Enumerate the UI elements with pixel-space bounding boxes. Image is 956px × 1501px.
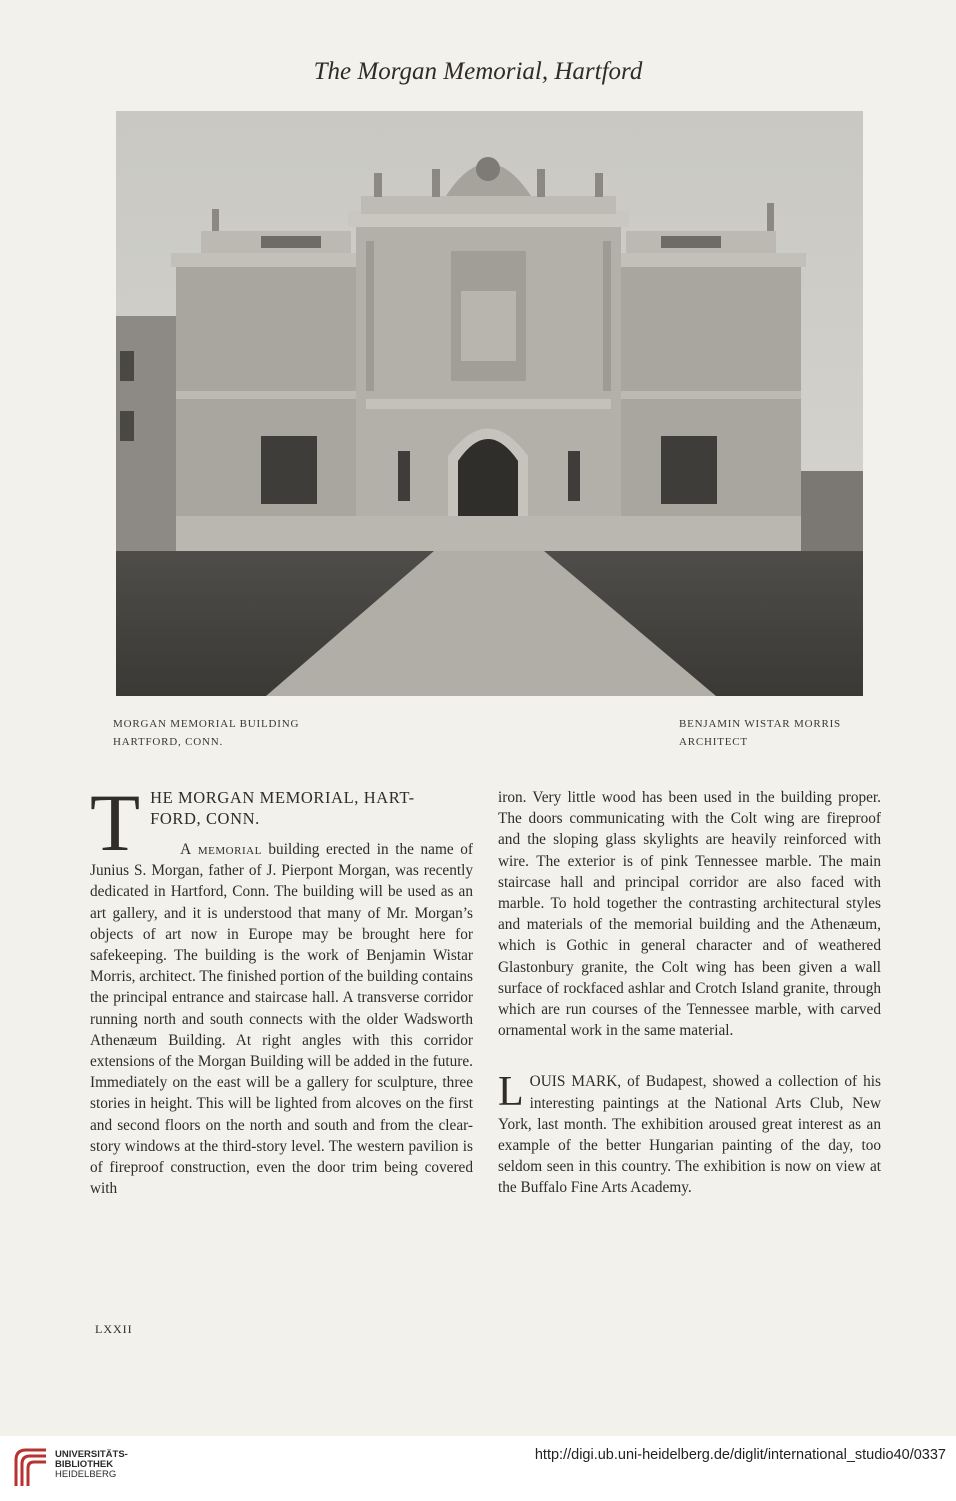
source-url[interactable]: http://digi.ub.uni-heidelberg.de/diglit/international_studio40/0337 bbox=[534, 1447, 946, 1463]
paragraph-2-text: OUIS MARK, of Budapest, showed a collection of his interesting paintings at the National Arts Club, New York, last month. The exhibition aroused great interest as an example of the better Hungarian painting of the day, too seldom seen in this country. The exhibition is now on view at the Buffalo Fine Arts Academy. bbox=[498, 1073, 881, 1197]
article-paragraph-1-text: building erected in the name of Junius S. Morgan, father of J. Pierpont Morgan, was recently dedicated in Hartford, Conn. The building will be used as an art gallery, and it is understood that many of Mr. Morgan’s objects of art now in Europe may be brought here for safekeeping. The building is the work of Benjamin Wistar Morris, architect. The finished portion of the building contains the principal entrance and staircase hall. A transverse corridor running north and south connects with the older Wadsworth Athenæum Building. At right angles with this corridor extensions of the Morgan Building will be added in the future. Immediately on the east will be a gallery for sculpture, three stories in height. This will be lighted from alcoves on the first and second floors on the north and south and from the clear-story windows at the third-story level. The western pavilion is of fireproof construction, even the door trim being covered with bbox=[90, 841, 473, 1198]
article-heading-line-2: FORD, CONN. bbox=[150, 809, 260, 828]
digitization-footer bbox=[0, 1436, 956, 1501]
caption-left-line-1: MORGAN MEMORIAL BUILDING bbox=[113, 718, 300, 730]
article-dropcap: T bbox=[90, 777, 141, 868]
article-heading-line-1: HE MORGAN MEMORIAL, HART- bbox=[150, 788, 415, 807]
caption-right bbox=[679, 715, 841, 751]
article-paragraph-2 bbox=[498, 1071, 881, 1198]
article-column-right bbox=[498, 787, 881, 1199]
library-line-3: HEIDELBERG bbox=[55, 1469, 117, 1480]
paragraph-2-dropcap: L bbox=[498, 1069, 524, 1116]
building-photograph bbox=[116, 111, 863, 696]
caption-right-line-2: ARCHITECT bbox=[679, 736, 748, 748]
article-column-left bbox=[90, 777, 473, 1199]
library-name bbox=[55, 1450, 128, 1480]
caption-right-line-1: BENJAMIN WISTAR MORRIS bbox=[679, 718, 841, 730]
running-title: The Morgan Memorial, Hartford bbox=[313, 58, 643, 85]
page-number: LXXII bbox=[95, 1322, 133, 1336]
library-line-1: UNIVERSITÄTS- bbox=[55, 1449, 128, 1460]
article-paragraph-1 bbox=[90, 839, 473, 1199]
article-lead-words: A memorial bbox=[180, 841, 262, 858]
library-line-2: BIBLIOTHEK bbox=[55, 1459, 114, 1470]
caption-left bbox=[113, 715, 299, 751]
caption-left-line-2: HARTFORD, CONN. bbox=[113, 736, 224, 748]
library-logo-icon bbox=[12, 1446, 50, 1490]
article-paragraph-1-continued: iron. Very little wood has been used in the building proper. The doors communicating with the Colt wing are fireproof and the sloping glass skylights are heavily reinforced with wire. The exterior is of pink Tennessee marble. The main staircase hall and principal corridor are also faced with marble. To hold together the contrasting architectural styles and materials of the memorial building and the Athenæum, which is Gothic in general character and of weathered Glastonbury granite, the Colt wing has been given a wall surface of rockfaced ashlar and Crotch Island granite, through which are run courses of the Tennessee marble, with carved ornamental work in the same material. bbox=[498, 789, 881, 1040]
